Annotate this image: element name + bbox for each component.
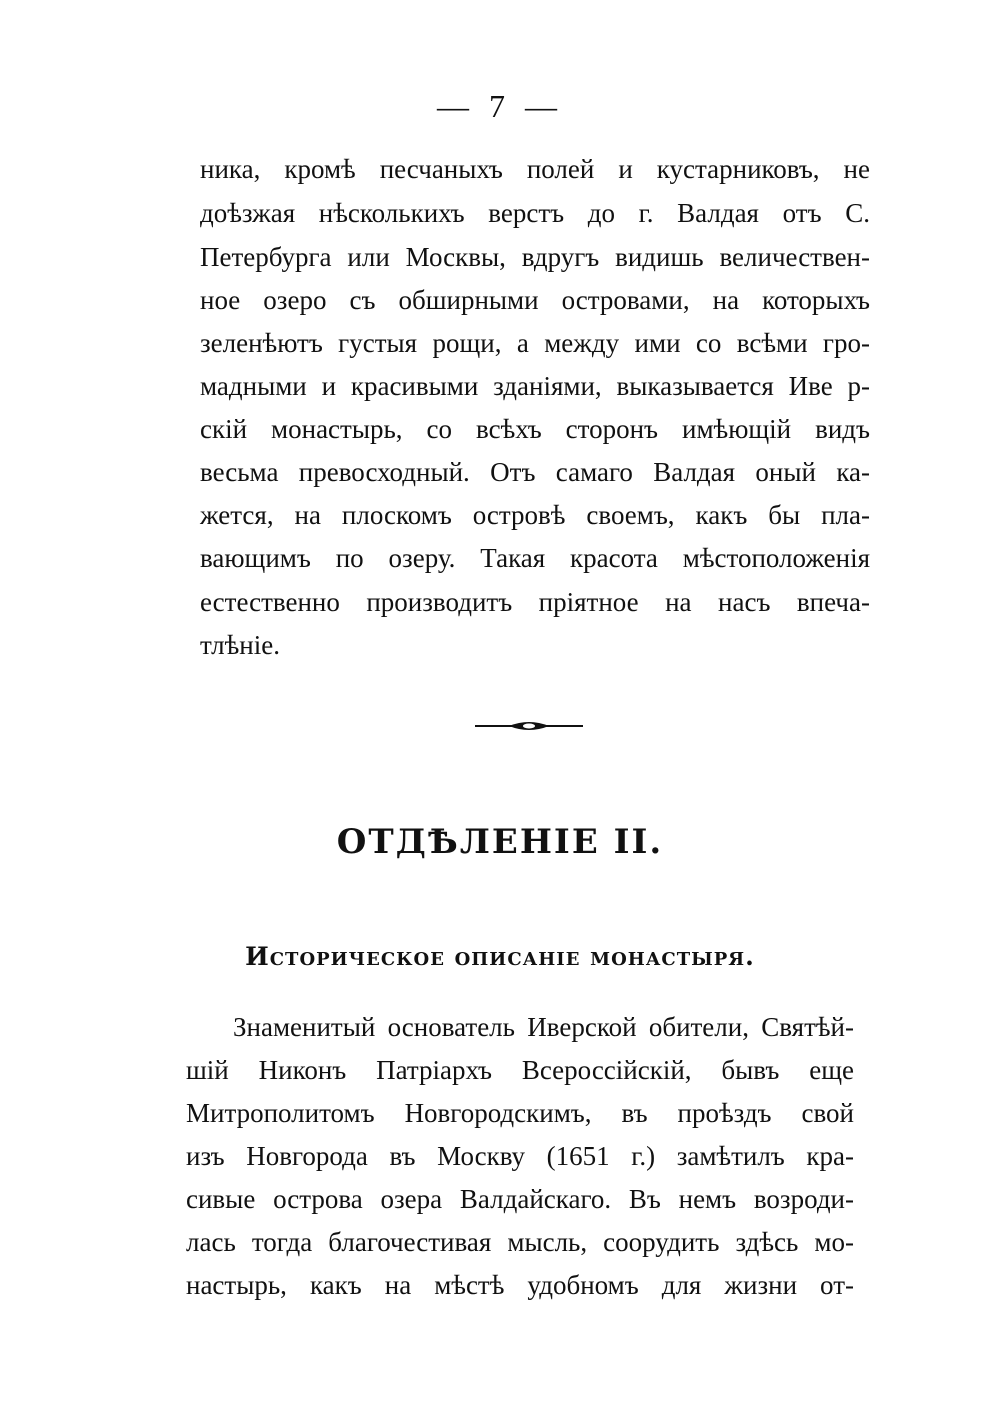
text-line: шій Никонъ Патріархъ Всероссійскій, бывъ еще [186,1055,854,1085]
text-line: сивые острова озера Валдайскаго. Въ немъ возроди- [186,1184,854,1214]
text-line: лась тогда благочестивая мысль, соорудить здѣсь мо- [186,1227,854,1257]
text-line: настырь, какъ на мѣстѣ удобномъ для жизни от- [186,1270,854,1300]
text-line: доѣзжая нѣсколькихъ верстъ до г. Валдая отъ С. [200,198,870,228]
text-line: Митрополитомъ Новгородскимъ, въ проѣздъ свой [186,1098,854,1128]
section-heading: ОТДѢЛЕНІЕ II. [336,822,664,862]
text-line: изъ Новгорода въ Москву (1651 г.) замѣтилъ кра- [186,1141,854,1171]
text-line: вающимъ по озеру. Такая красота мѣстоположенія [200,543,870,573]
text-line: жется, на плоскомъ островѣ своемъ, какъ бы пла- [200,500,870,530]
text-line: Знаменитый основатель Иверской обители, Святѣй- [233,1012,854,1042]
text-line: весьма превосходный. Отъ самаго Валдая оный ка- [200,457,870,487]
text-line: мадными и красивыми зданіями, выказывается Иве р- [200,371,870,401]
ornament-divider-icon [475,717,583,735]
text-line: тлѣніе. [200,630,280,660]
sub-heading: Историческое описаніе монастыря. [245,942,755,971]
text-line: ника, кромѣ песчаныхъ полей и кустарниковъ, не [200,154,870,184]
text-line: Петербурга или Москвы, вдругъ видишь величествен- [200,242,870,272]
text-line: ное озеро съ обширными островами, на которыхъ [200,285,870,315]
page-number: — 7 — [437,88,563,124]
text-line: естественно производитъ пріятное на насъ впеча- [200,587,870,617]
text-line: зеленѣютъ густыя рощи, а между ими со всѣми гро- [200,328,870,358]
text-line: скій монастырь, со всѣхъ сторонъ имѣющій видъ [200,414,870,444]
